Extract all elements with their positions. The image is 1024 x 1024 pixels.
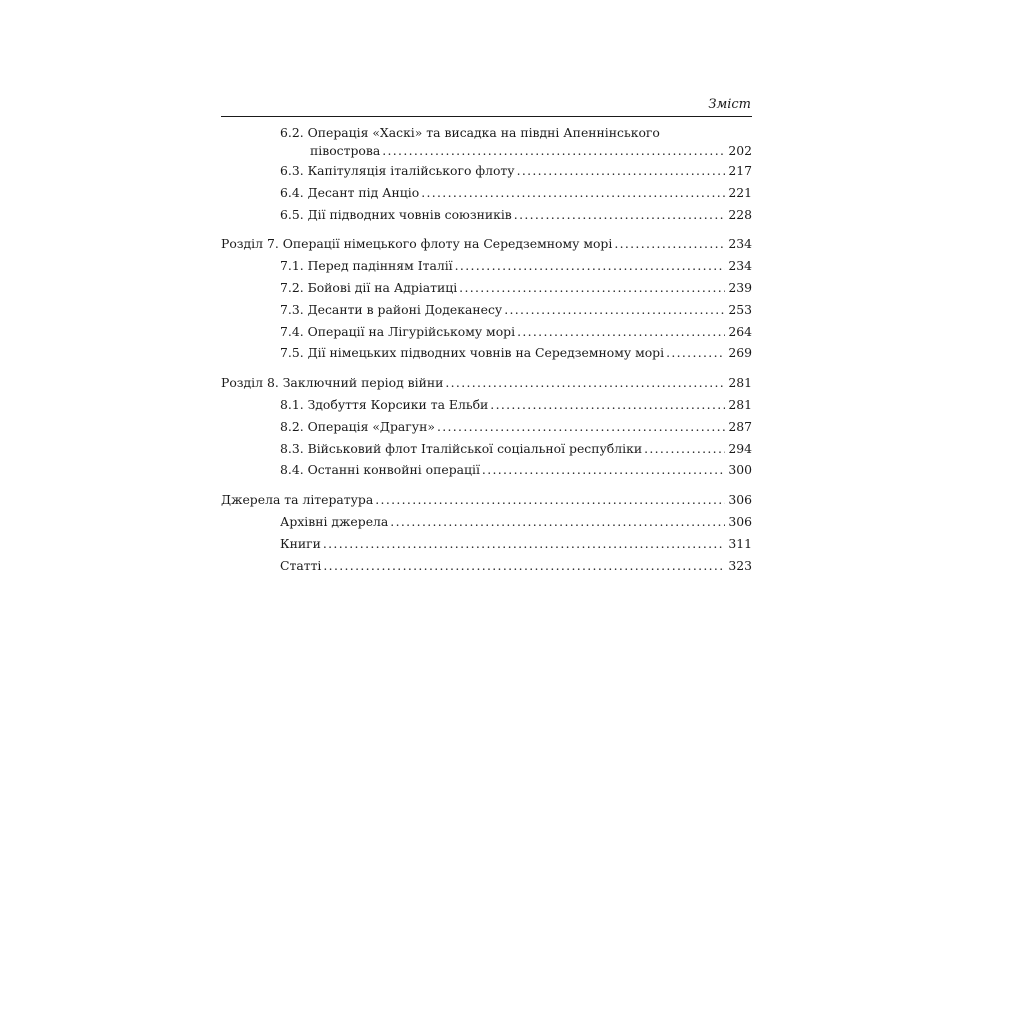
dot-leader — [614, 233, 725, 255]
dot-leader — [504, 299, 725, 321]
toc-entry-books[interactable] — [221, 533, 752, 555]
toc-entry-title: півострова — [310, 143, 381, 158]
dot-leader — [421, 182, 725, 204]
toc-entry-8-2[interactable] — [221, 416, 752, 438]
toc-entry-6-2[interactable] — [221, 142, 752, 160]
toc-entry-6-3[interactable] — [221, 160, 752, 182]
toc-entry-archives[interactable] — [221, 511, 752, 533]
toc-page-number: 306 — [728, 492, 752, 508]
toc-page-number: 253 — [728, 301, 752, 317]
toc-entry-8-4[interactable] — [221, 459, 752, 481]
toc-entry-articles[interactable] — [221, 555, 752, 577]
toc-page-number: 281 — [728, 375, 752, 391]
toc-entry-title: 8.2. Операція «Драгун» — [280, 418, 435, 434]
dot-leader — [490, 394, 725, 416]
group-spacer — [221, 225, 752, 233]
toc-page-number: 269 — [728, 345, 752, 361]
toc-entry-7-2[interactable] — [221, 277, 752, 299]
toc-page-number: 264 — [728, 323, 752, 339]
toc-entry-title: Розділ 7. Операції німецького флоту на Середземному морі — [221, 236, 613, 252]
toc-page — [221, 96, 752, 576]
running-head: Зміст — [708, 97, 751, 112]
toc-entry-title: 6.5. Дії підводних човнів союзників — [280, 206, 512, 222]
toc-page-number: 300 — [728, 462, 752, 478]
dot-leader — [455, 255, 725, 277]
toc-entry-title: Статті — [280, 557, 322, 573]
toc-entry-7-3[interactable] — [221, 299, 752, 321]
toc-page-number: 202 — [728, 143, 752, 158]
toc-page-number: 311 — [728, 535, 752, 551]
toc-page-number: 281 — [728, 396, 752, 412]
toc-page-number: 234 — [728, 258, 752, 274]
toc-entry-title: 7.3. Десанти в районі Додеканесу — [280, 301, 503, 317]
toc-page-number: 287 — [728, 418, 752, 434]
toc-entry-title: Книги — [280, 535, 321, 551]
toc-entry-title: Архівні джерела — [280, 513, 389, 529]
toc-page-number: 239 — [728, 279, 752, 295]
toc-entry-title: 6.2. Операція «Хаскі» та висадка на півдні Апеннінського — [280, 125, 660, 140]
toc-entry-chapter-7[interactable] — [221, 233, 752, 255]
dot-leader — [445, 372, 725, 394]
dot-leader — [459, 277, 725, 299]
dot-leader — [375, 489, 725, 511]
toc-entry-7-5[interactable] — [221, 342, 752, 364]
toc-entry-title: 8.3. Військовий флот Італійської соціальної республіки — [280, 440, 643, 456]
toc-page-number: 234 — [728, 236, 752, 252]
dot-leader — [517, 160, 725, 182]
toc-entry-chapter-8[interactable] — [221, 372, 752, 394]
toc-entry-sources[interactable] — [221, 489, 752, 511]
toc-page-number: 323 — [728, 557, 752, 573]
toc-entry-8-1[interactable] — [221, 394, 752, 416]
toc-entry-8-3[interactable] — [221, 438, 752, 460]
toc-entry-title: Розділ 8. Заключний період війни — [221, 375, 444, 391]
toc-entry-title: 7.5. Дії німецьких підводних човнів на Середземному морі — [280, 345, 665, 361]
toc-entry-6-5[interactable] — [221, 204, 752, 226]
group-spacer — [221, 481, 752, 489]
toc-entry-title: 7.2. Бойові дії на Адріатиці — [280, 279, 458, 295]
dot-leader — [323, 555, 725, 577]
toc-entry-title: 7.1. Перед падінням Італії — [280, 258, 453, 274]
dot-leader — [323, 533, 725, 555]
toc-entry-7-4[interactable] — [221, 321, 752, 343]
toc-entry-6-2-line1 — [221, 124, 752, 142]
toc-page-number: 228 — [728, 206, 752, 222]
toc-entry-6-4[interactable] — [221, 182, 752, 204]
group-spacer — [221, 364, 752, 372]
dot-leader — [644, 438, 725, 460]
toc-entry-title: 7.4. Операції на Лігурійському морі — [280, 323, 516, 339]
dot-leader — [666, 342, 725, 364]
toc-entry-title: 8.1. Здобуття Корсики та Ельби — [280, 396, 489, 412]
toc-entry-7-1[interactable] — [221, 255, 752, 277]
toc-page-number: 306 — [728, 513, 752, 529]
toc-page-number: 294 — [728, 440, 752, 456]
dot-leader — [482, 459, 725, 481]
dot-leader — [390, 511, 725, 533]
toc-entry-title: Джерела та література — [221, 492, 374, 508]
toc-page-number: 217 — [728, 163, 752, 178]
toc-page-number: 221 — [728, 184, 752, 200]
toc-entry-title: 6.3. Капітуляція італійського флоту — [280, 163, 515, 178]
dot-leader — [382, 142, 725, 160]
toc-entry-title: 8.4. Останні конвойні операції — [280, 462, 480, 478]
dot-leader — [514, 204, 725, 226]
header-rule — [221, 116, 752, 117]
dot-leader — [517, 321, 725, 343]
toc-entry-title: 6.4. Десант під Анціо — [280, 184, 420, 200]
dot-leader — [437, 416, 725, 438]
